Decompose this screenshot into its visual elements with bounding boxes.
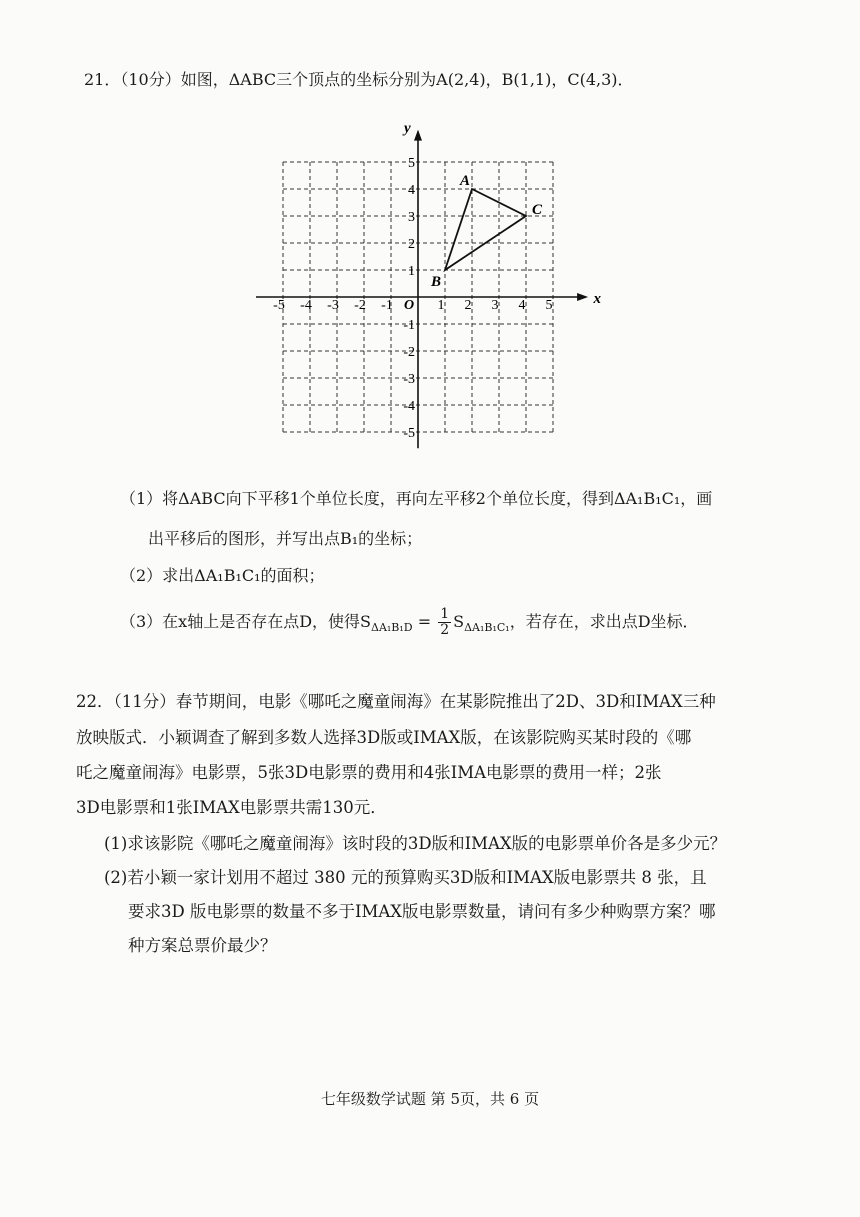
question-points: （10分） <box>120 70 181 89</box>
vertex-label-b: B <box>431 274 442 290</box>
y-axis-arrow <box>414 130 422 141</box>
x-tick-label: 4 <box>518 298 526 313</box>
y-tick-label: 4 <box>408 183 415 198</box>
q21-sub2: （2）求出ΔA₁B₁C₁的面积； <box>120 566 325 585</box>
q21-sub1-line2: 出平移后的图形，并写出点B₁的坐标； <box>148 529 423 548</box>
q22-line1: 22．（11分）春节期间，电影《哪吒之魔童闹海》在某影院推出了2D、3D和IMAX三种 <box>76 692 716 711</box>
x-axis-label: x <box>593 291 601 307</box>
q22-sub2-line3: 种方案总票价最少？ <box>128 936 277 955</box>
vertex-label-a: A <box>460 173 471 189</box>
sub3-subscript-1: ΔA₁B₁D <box>371 621 413 635</box>
origin-label: O <box>404 298 415 313</box>
q22-line2: 放映版式．小颖调查了解到多数人选择3D版或IMAX版，在该影院购买某时段的《哪 <box>76 728 692 747</box>
sub3-post: ，若存在，求出点D坐标． <box>509 612 699 631</box>
sub3-pre: （3）在x轴上是否存在点D，使得S <box>120 612 371 631</box>
y-tick-label: 3 <box>408 210 415 225</box>
sub3-subscript-2: ΔA₁B₁C₁ <box>464 621 510 635</box>
x-tick-label: 1 <box>437 298 445 313</box>
x-tick-label: 3 <box>491 298 499 313</box>
x-tick-label: -5 <box>273 298 285 313</box>
y-tick-label: 2 <box>408 237 415 252</box>
q22-sub2-line2: 要求3D 版电影票的数量不多于IMAX版电影票数量，请问有多少种购票方案？哪 <box>128 902 716 921</box>
q22-sub2-line1: (2)若小颖一家计划用不超过 380 元的预算购买3D版和IMAX版电影票共 8 张，且 <box>104 868 707 887</box>
y-tick-label: -1 <box>403 318 415 333</box>
x-tick-label: -2 <box>354 298 366 313</box>
triangle-abc-outline <box>445 189 526 270</box>
question-text: 如图，ΔABC三个顶点的坐标分别为A(2,4)，B(1,1)，C(4,3)． <box>180 70 634 89</box>
question-21-header <box>84 67 634 90</box>
x-tick-label: -1 <box>381 298 393 313</box>
x-tick-label: -4 <box>300 298 312 313</box>
sub3-eq: = <box>412 612 437 631</box>
y-tick-label: 1 <box>408 264 415 279</box>
sub3-s: S <box>453 612 465 631</box>
y-tick-label: -2 <box>403 345 415 360</box>
x-axis-arrow <box>577 293 588 301</box>
x-tick-label: -3 <box>327 298 339 313</box>
x-tick-label: 5 <box>545 298 553 313</box>
y-tick-label: 5 <box>408 156 415 171</box>
fraction-denominator: 2 <box>440 622 450 638</box>
q21-sub1-line1: （1）将ΔABC向下平移1个单位长度，再向左平移2个单位长度，得到ΔA₁B₁C₁，画 <box>120 489 713 508</box>
y-tick-label: -3 <box>403 372 415 387</box>
coordinate-grid-figure <box>248 120 601 452</box>
y-tick-label: -5 <box>403 426 415 441</box>
axes <box>256 130 588 449</box>
x-tick-label: 2 <box>464 298 472 313</box>
q21-sub3 <box>120 607 699 638</box>
question-number: 21． <box>84 70 121 89</box>
q22-sub1: (1)求该影院《哪吒之魔童闹海》该时段的3D版和IMAX版的电影票单价各是多少元？ <box>104 834 727 853</box>
fraction-one-half <box>438 607 451 638</box>
y-tick-label: -4 <box>403 399 415 414</box>
page-footer: 七年级数学试题 第 5页，共 6 页 <box>320 1090 540 1108</box>
q22-line4: 3D电影票和1张IMAX电影票共需130元． <box>76 798 387 817</box>
q22-line3: 吒之魔童闹海》电影票，5张3D电影票的费用和4张IMA电影票的费用一样；2张 <box>76 763 662 782</box>
fraction-numerator: 1 <box>440 606 450 622</box>
y-axis-label: y <box>404 120 411 137</box>
vertex-label-c: C <box>532 202 543 218</box>
